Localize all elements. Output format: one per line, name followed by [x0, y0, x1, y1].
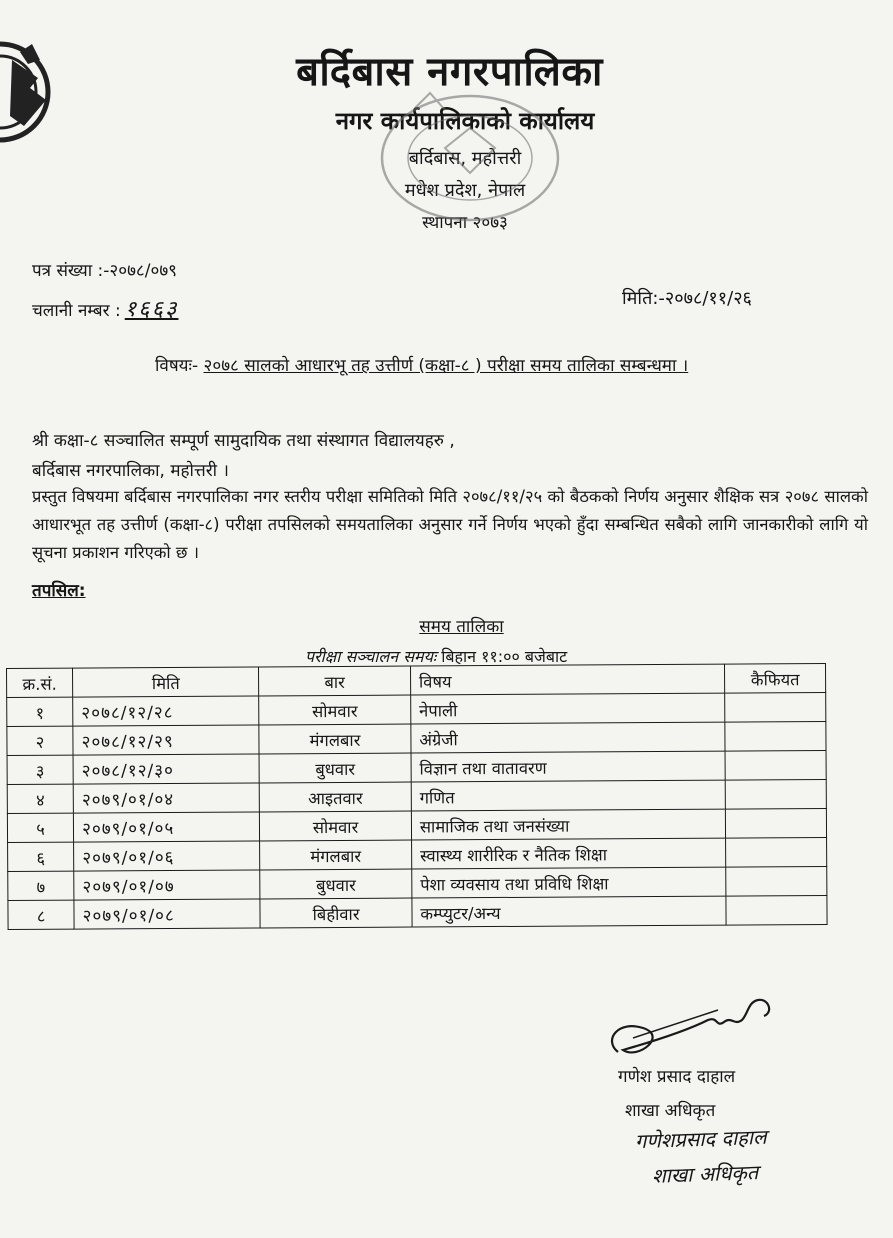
header-serial: क्र.सं. [7, 668, 73, 697]
cell-remarks [726, 895, 827, 925]
dispatch-label: चलानी नम्बर : [32, 301, 121, 321]
cell-remarks [726, 808, 827, 838]
cell-day: मंगलबार [260, 840, 412, 870]
cell-day: सोमवार [259, 695, 411, 725]
cell-serial: ५ [7, 813, 73, 842]
office-stamp-icon [375, 88, 565, 228]
cell-remarks [725, 750, 826, 780]
exam-time-label: परीक्षा सञ्चालन समयः [305, 647, 437, 666]
cell-remarks [725, 779, 826, 809]
address-line: बर्दिबास, महोत्तरी [408, 148, 522, 169]
schedule-title: समय तालिका [419, 617, 504, 637]
cell-date: २०७९/०१/०७ [74, 870, 260, 900]
reference-number: पत्र संख्या :-२०७८/०७९ [32, 261, 178, 281]
subject-line [155, 353, 688, 376]
cell-subject: गणित [411, 780, 726, 811]
cell-remarks [726, 837, 827, 867]
table-row [8, 895, 827, 929]
cell-date: २०७९/०१/०८ [74, 899, 260, 929]
cell-subject: पेशा व्यवसाय तथा प्रविधि शिक्षा [412, 867, 727, 898]
handwritten-post: शाखा अधिकृत [651, 1160, 759, 1188]
established-line: स्थापना २०७३ [422, 213, 508, 233]
recipient-line: श्री कक्षा-८ सञ्चालित सम्पूर्ण सामुदायिक तथा संस्थागत विद्यालयहरु , [32, 431, 455, 451]
cell-day: बुधवार [259, 753, 411, 783]
cell-day: आइतवार [260, 782, 412, 812]
details-heading: तपसिल: [32, 581, 86, 601]
cell-subject: विज्ञान तथा वातावरण [411, 751, 726, 782]
cell-subject: अंग्रेजी [411, 722, 726, 753]
cell-serial: ३ [7, 755, 73, 784]
handwritten-name: गणेशप्रसाद दाहाल [634, 1124, 767, 1154]
office-name: नगर कार्यपालिकाको कार्यालय [335, 107, 595, 135]
body-paragraph: प्रस्तुत विषयमा बर्दिबास नगरपालिका नगर स्तरीय परीक्षा समितिको मिति २०७८/११/२५ को बैठकको निर्णय अनुसार शैक्षिक सत्र २०७८ सालको आधारभूत तह उत्तीर्ण (कक्षा-८) परीक्षा तपसिलको समयतालिका अनुसार गर्ने निर्णय भएको हुँदा सम्बन्धित सबैको लागि जानकारीको लागि यो सूचना प्रकाशन गरिएको छ । [32, 487, 868, 562]
header-day: बार [259, 666, 411, 696]
header-remarks: कैफियत [725, 663, 826, 693]
subject-text: २०७८ सालको आधारभू तह उत्तीर्ण (कक्षा-८ ) परीक्षा समय तालिका सम्बन्धमा । [203, 356, 689, 376]
cell-day: सोमवार [260, 811, 412, 841]
subject-label: विषयः- [155, 356, 199, 376]
dispatch-number [32, 293, 178, 323]
letter-date: मिति:-२०७८/११/२६ [622, 288, 752, 309]
province-line: मधेश प्रदेश, नेपाल [404, 180, 526, 201]
header-subject: विषय [410, 664, 725, 695]
org-title: बर्दिबास नगरपालिका [296, 49, 603, 95]
cell-date: २०७८/१२/२८ [73, 696, 259, 726]
cell-date: २०७९/०१/०६ [74, 841, 260, 871]
signatory-post: शाखा अधिकृत [625, 1101, 716, 1121]
cell-remarks [725, 721, 826, 751]
cell-serial: १ [7, 697, 73, 726]
cell-serial: ६ [8, 842, 74, 871]
cell-date: २०७९/०१/०४ [73, 783, 259, 813]
exam-time [305, 645, 567, 667]
cell-remarks [726, 866, 827, 896]
cell-subject: स्वास्थ्य शारीरिक र नैतिक शिक्षा [411, 838, 726, 869]
cell-serial: ४ [7, 784, 73, 813]
cell-subject: कम्प्युटर/अन्य [412, 896, 727, 927]
exam-time-value: बिहान ११:०० बजेबाट [441, 647, 568, 666]
cell-day: मंगलबार [259, 724, 411, 754]
cell-date: २०७८/१२/३० [73, 754, 259, 784]
cell-date: २०७९/०१/०५ [74, 812, 260, 842]
cell-subject: नेपाली [411, 693, 726, 724]
cell-day: बिहीवार [260, 898, 412, 928]
recipient-address: बर्दिबास नगरपालिका, महोत्तरी । [32, 461, 229, 481]
cell-date: २०७८/१२/२९ [73, 725, 259, 755]
cell-serial: ८ [8, 900, 74, 929]
header-date: मिति [73, 667, 259, 697]
signature-icon [598, 990, 788, 1070]
cell-remarks [725, 692, 826, 722]
cell-serial: ७ [8, 871, 74, 900]
cell-day: बुधवार [260, 869, 412, 899]
cell-serial: २ [7, 726, 73, 755]
schedule-table [6, 663, 828, 930]
cell-subject: सामाजिक तथा जनसंख्या [411, 809, 726, 840]
signatory-name: गणेश प्रसाद दाहाल [618, 1067, 736, 1087]
dispatch-number-value: १६६३ [124, 297, 179, 322]
